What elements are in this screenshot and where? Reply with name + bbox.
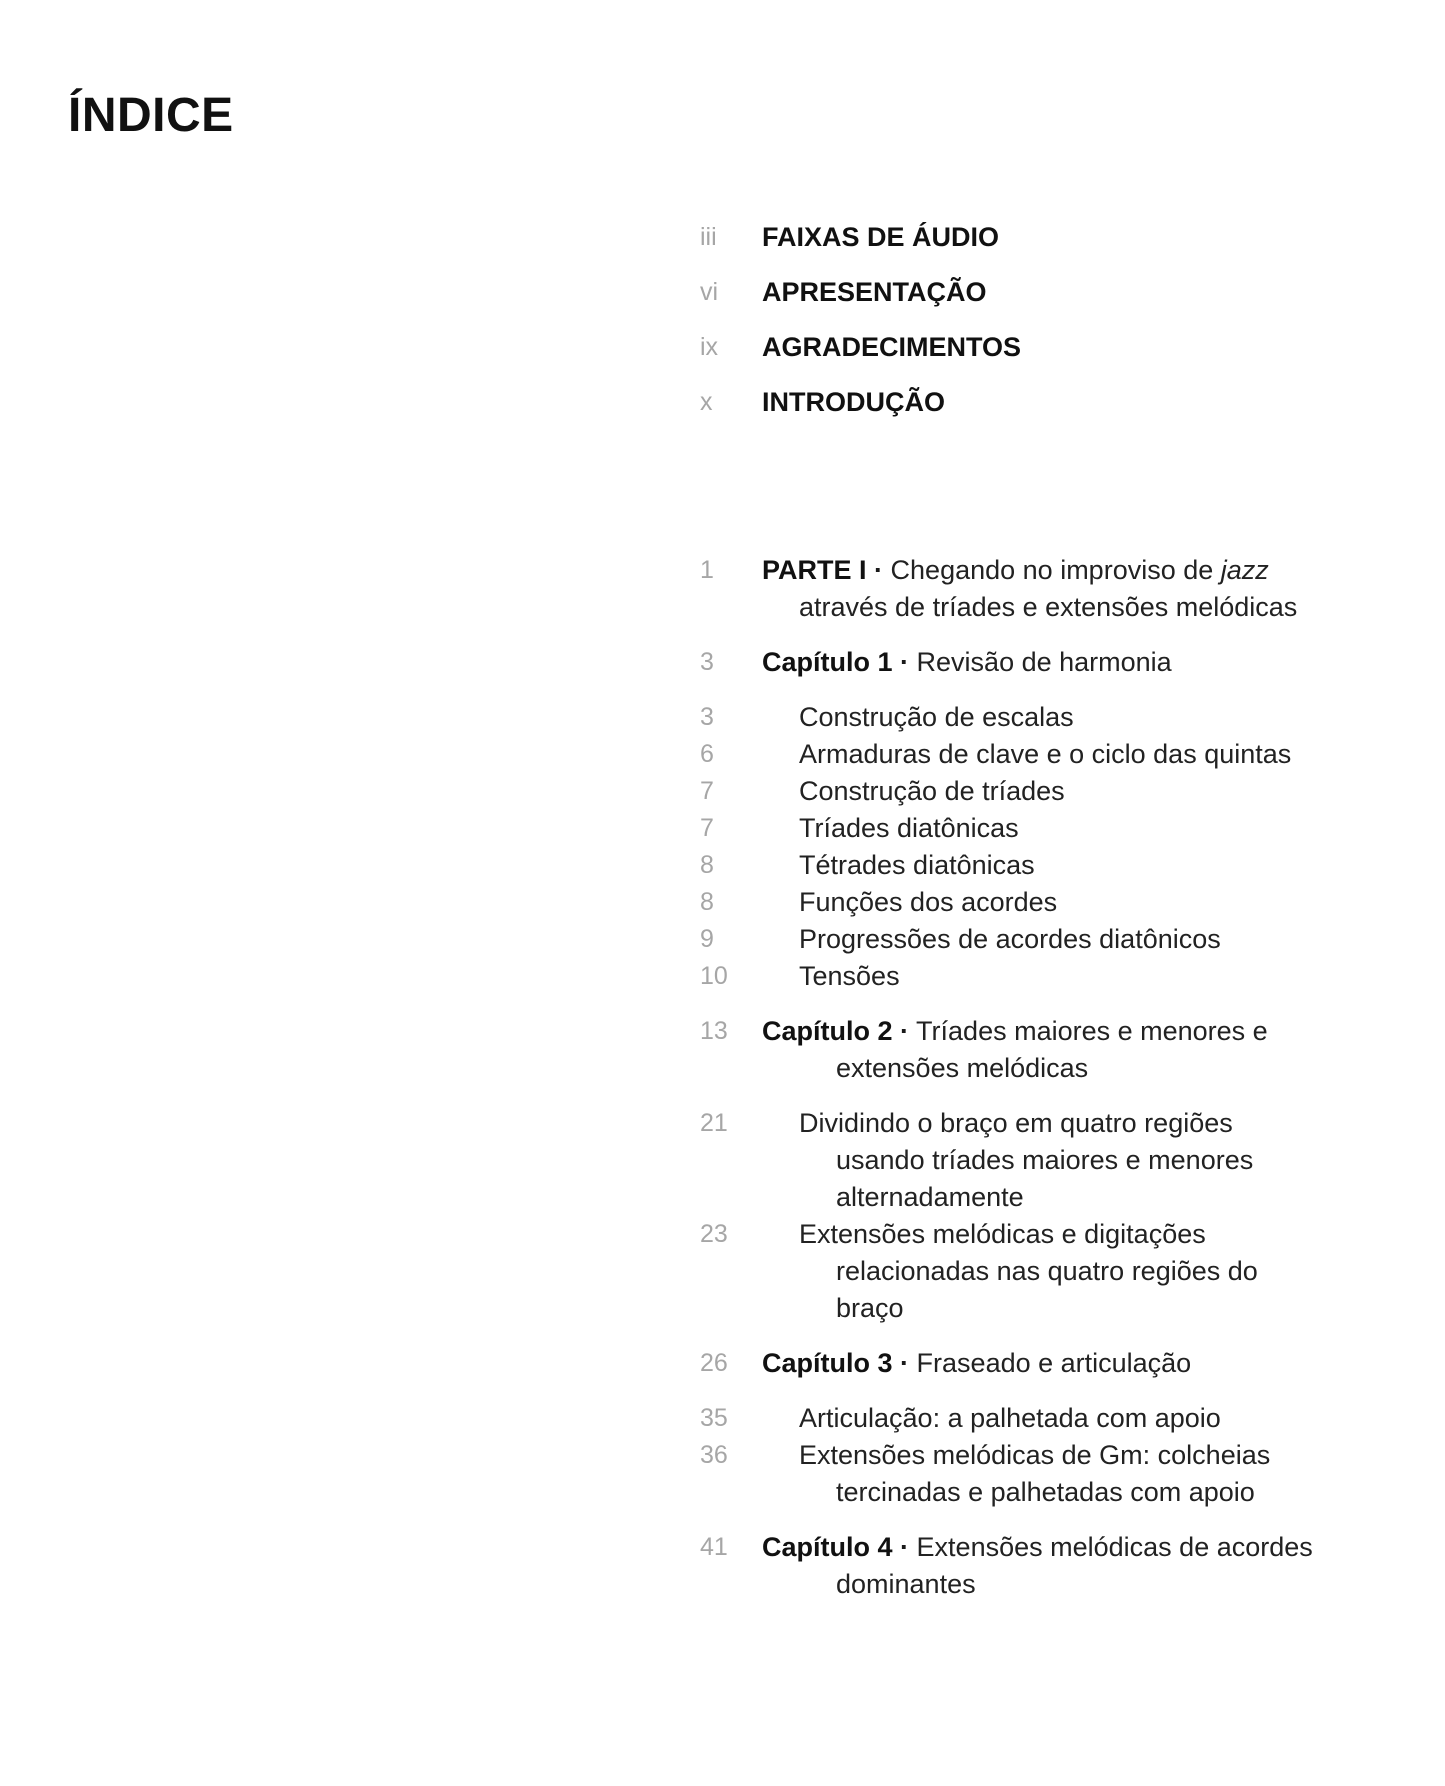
page-number: 10 bbox=[700, 962, 728, 990]
page-number: 35 bbox=[700, 1404, 728, 1432]
separator-dot: · bbox=[900, 647, 910, 677]
page-number: iii bbox=[700, 223, 717, 251]
body-matter-list bbox=[700, 552, 1400, 1603]
toc-section[interactable] bbox=[700, 1216, 1400, 1327]
toc-section[interactable] bbox=[700, 1437, 1400, 1511]
section-title: Articulação: a palhetada com apoio bbox=[799, 1403, 1221, 1433]
page-number: ix bbox=[700, 333, 719, 361]
part-title-italic: jazz bbox=[1220, 555, 1269, 585]
section-title-continuation: tercinadas e palhetadas com apoio bbox=[836, 1477, 1255, 1507]
page-number: 8 bbox=[700, 888, 714, 916]
toc-entry-audio-tracks[interactable] bbox=[700, 220, 1400, 275]
section-title: Tríades diatônicas bbox=[799, 813, 1019, 843]
page-number: vi bbox=[700, 278, 719, 306]
chapter-label: Capítulo 3 bbox=[762, 1348, 893, 1378]
chapter-label: Capítulo 2 bbox=[762, 1016, 893, 1046]
section-title: Progressões de acordes diatônicos bbox=[799, 924, 1221, 954]
section-title-continuation: braço bbox=[836, 1293, 904, 1323]
toc-section[interactable] bbox=[700, 958, 1400, 995]
page-number: 26 bbox=[700, 1349, 728, 1377]
page-number: 41 bbox=[700, 1533, 728, 1561]
section-title: Funções dos acordes bbox=[799, 887, 1058, 917]
front-matter-list bbox=[700, 220, 1400, 440]
section-title: Tensões bbox=[799, 961, 900, 991]
toc-section[interactable] bbox=[700, 1400, 1400, 1437]
page-number: x bbox=[700, 388, 713, 416]
page-number: 9 bbox=[700, 925, 714, 953]
page-number: 36 bbox=[700, 1441, 728, 1469]
entry-label: INTRODUÇÃO bbox=[762, 387, 945, 417]
toc-section[interactable] bbox=[700, 810, 1400, 847]
section-title: Armaduras de clave e o ciclo das quintas bbox=[799, 739, 1292, 769]
toc-section[interactable] bbox=[700, 699, 1400, 736]
section-title: Extensões melódicas e digitações bbox=[799, 1219, 1206, 1249]
separator-dot: · bbox=[900, 1348, 910, 1378]
page-number: 23 bbox=[700, 1220, 728, 1248]
part-title-continuation: através de tríades e extensões melódicas bbox=[799, 592, 1298, 622]
toc-entry-chapter-3[interactable] bbox=[700, 1345, 1400, 1382]
separator-dot: · bbox=[874, 555, 884, 585]
separator-dot: · bbox=[900, 1532, 910, 1562]
section-title: Extensões melódicas de Gm: colcheias bbox=[799, 1440, 1271, 1470]
chapter-title: Revisão de harmonia bbox=[916, 647, 1172, 677]
page-number: 6 bbox=[700, 740, 714, 768]
page-number: 21 bbox=[700, 1109, 728, 1137]
section-title-continuation: usando tríades maiores e menores bbox=[836, 1145, 1254, 1175]
page-number: 13 bbox=[700, 1017, 728, 1045]
page-number: 7 bbox=[700, 777, 714, 805]
toc-section[interactable] bbox=[700, 884, 1400, 921]
section-title: Construção de escalas bbox=[799, 702, 1074, 732]
chapter-title-continuation: extensões melódicas bbox=[836, 1053, 1089, 1083]
toc-entry-introduction[interactable] bbox=[700, 385, 1400, 440]
toc-section[interactable] bbox=[700, 921, 1400, 958]
part-title: Chegando no improviso de bbox=[890, 555, 1221, 585]
section-title-continuation: alternadamente bbox=[836, 1182, 1024, 1212]
chapter-title: Fraseado e articulação bbox=[916, 1348, 1192, 1378]
toc-entry-chapter-4[interactable] bbox=[700, 1529, 1400, 1603]
toc-entry-presentation[interactable] bbox=[700, 275, 1400, 330]
page-number: 8 bbox=[700, 851, 714, 879]
part-label: PARTE I bbox=[762, 555, 867, 585]
section-title-continuation: relacionadas nas quatro regiões do bbox=[836, 1256, 1258, 1286]
page-number: 1 bbox=[700, 556, 714, 584]
toc-entry-chapter-2[interactable] bbox=[700, 1013, 1400, 1087]
entry-label: APRESENTAÇÃO bbox=[762, 277, 987, 307]
chapter-title-continuation: dominantes bbox=[836, 1569, 976, 1599]
toc-section[interactable] bbox=[700, 1105, 1400, 1216]
page-number: 3 bbox=[700, 703, 714, 731]
toc-section[interactable] bbox=[700, 847, 1400, 884]
toc-section[interactable] bbox=[700, 773, 1400, 810]
toc-entry-chapter-1[interactable] bbox=[700, 644, 1400, 681]
toc-entry-acknowledgements[interactable] bbox=[700, 330, 1400, 385]
page-number: 7 bbox=[700, 814, 714, 842]
separator-dot: · bbox=[900, 1016, 910, 1046]
section-title: Dividindo o braço em quatro regiões bbox=[799, 1108, 1233, 1138]
toc-entry-part-1[interactable] bbox=[700, 552, 1400, 626]
entry-label: AGRADECIMENTOS bbox=[762, 332, 1022, 362]
entry-label: FAIXAS DE ÁUDIO bbox=[762, 222, 1000, 252]
page-title: ÍNDICE bbox=[68, 89, 234, 142]
chapter-label: Capítulo 1 bbox=[762, 647, 893, 677]
chapter-title: Extensões melódicas de acordes bbox=[916, 1532, 1313, 1562]
chapter-title: Tríades maiores e menores e bbox=[916, 1016, 1268, 1046]
section-title: Construção de tríades bbox=[799, 776, 1065, 806]
chapter-label: Capítulo 4 bbox=[762, 1532, 893, 1562]
page-number: 3 bbox=[700, 648, 714, 676]
section-title: Tétrades diatônicas bbox=[799, 850, 1035, 880]
toc-section[interactable] bbox=[700, 736, 1400, 773]
